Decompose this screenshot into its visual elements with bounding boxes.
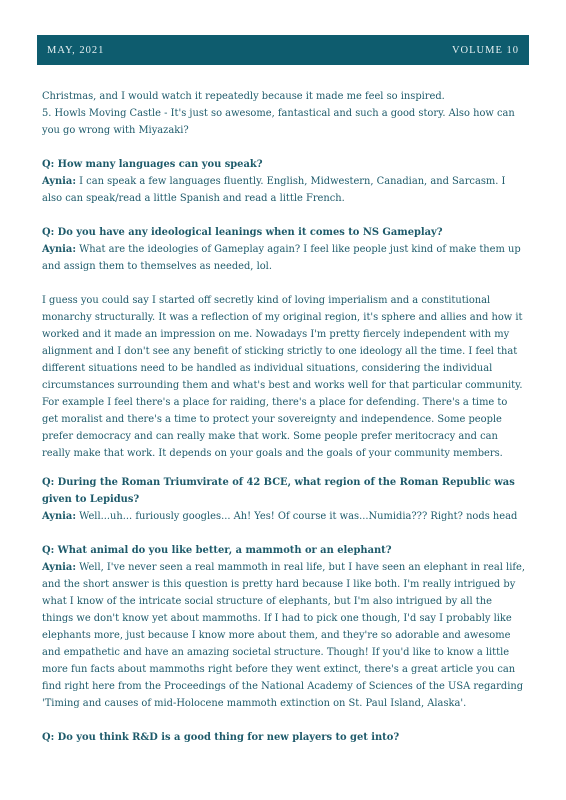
- answer-name: Aynia:: [42, 562, 76, 573]
- intro-line: 5. Howls Moving Castle - It's just so awesome, fantastical and such a good story. Also how can you go wrong with Miyazaki?: [42, 108, 515, 136]
- answer-text: Well, I've never seen a real mammoth in real life, but I have seen an elephant in real life, and the short answer is this question is pretty hard because I like both. I'm really intrigued by what I know of the intricate social structure of elephants, but I'm also intrigued by all the things we don't know yet about mammoths. If I had to pick one though, I'd say I probably like elephants more, just because I know more about them, and they're so adorable and awesome and empathetic and have an amazing societal structure. Though! If you'd like to know a little more fun facts about mammoths right before they went extinct, there's a great article you can find right here from the Proceedings of the National Academy of Sciences of the USA regarding 'Timing and causes of mid-Holocene mammoth extinction on St. Paul Island, Alaska'.: [42, 562, 526, 709]
- page-header: [37, 35, 529, 65]
- question: Q: How many languages can you speak?: [42, 159, 263, 170]
- answer-text: What are the ideologies of Gameplay again? I feel like people just kind of make them up and assign them to themselves as needed, lol.: [42, 244, 521, 272]
- answer-name: Aynia:: [42, 176, 76, 187]
- answer-name: Aynia:: [42, 244, 76, 255]
- answer-text: Well...uh... furiously googles... Ah! Yes! Of course it was...Numidia??? Right? nods head: [75, 511, 518, 522]
- intro-line: Christmas, and I would watch it repeatedly because it made me feel so inspired.: [42, 91, 445, 102]
- issue-date: MAY, 2021: [47, 44, 105, 56]
- question: Q: What animal do you like better, a mammoth or an elephant?: [42, 545, 392, 556]
- question: Q: During the Roman Triumvirate of 42 BCE, what region of the Roman Republic was given to Lepidus?: [42, 477, 515, 505]
- answer: [42, 241, 526, 275]
- answer: [42, 508, 526, 525]
- answer: [42, 559, 526, 712]
- answer-text: I can speak a few languages fluently. English, Midwestern, Canadian, and Sarcasm. I also can speak/read a little Spanish and read a little French.: [42, 176, 506, 204]
- answer: [42, 173, 526, 207]
- answer-paragraph: I guess you could say I started off secretly kind of loving imperialism and a constitutional monarchy structurally. It was a reflection of my original region, it's sphere and allies and how it worked and it made an impression on me. Nowadays I'm pretty fiercely independent with my alignment and I don't see any benefit of sticking strictly to one ideology all the time. I feel that different situations need to be handled as individual situations, considering the individual circumstances surrounding them and what's best and works well for that particular community. For example I feel there's a place for raiding, there's a place for defending. There's a time to get moralist and there's a time to protect your sovereignty and independence. Some people prefer democracy and can really make that work. Some people prefer meritocracy and can really make that work. It depends on your goals and the goals of your community members.: [42, 295, 523, 459]
- answer-name: Aynia:: [42, 511, 76, 522]
- issue-volume: VOLUME 10: [451, 44, 519, 56]
- question: Q: Do you have any ideological leanings when it comes to NS Gameplay?: [42, 227, 443, 238]
- article-body: [42, 88, 526, 746]
- question: Q: Do you think R&D is a good thing for new players to get into?: [42, 732, 400, 743]
